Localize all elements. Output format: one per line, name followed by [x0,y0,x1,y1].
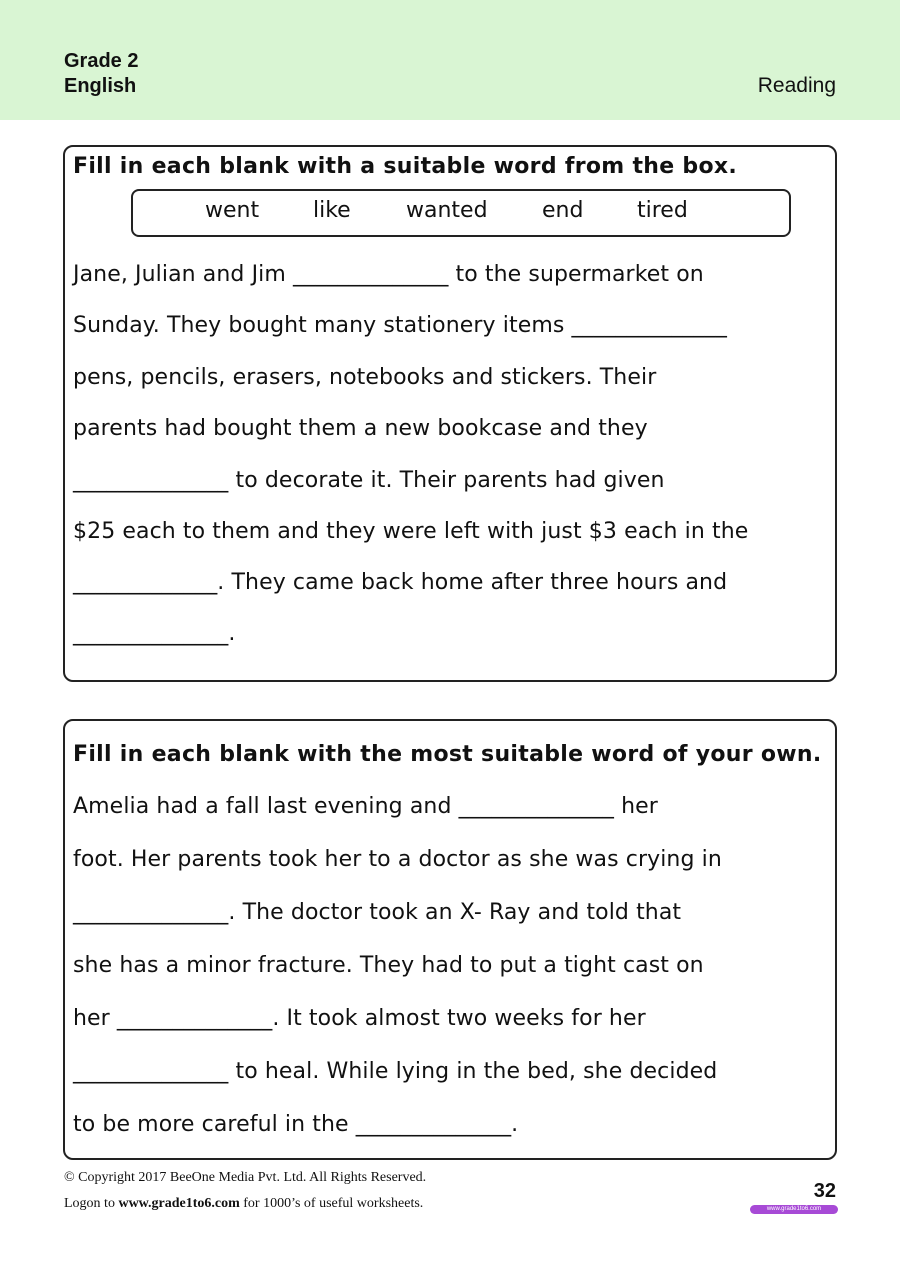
subject-label: English [64,75,137,97]
passage-line: she has a minor fracture. They had to put a tight cast on [73,953,704,978]
passage-line: ______________. [73,621,236,646]
passage-line: Sunday. They bought many stationery items ______________ [73,313,727,338]
website-link[interactable]: www.grade1to6.com [118,1196,240,1211]
passage-line: _____________. They came back home after three hours and [73,570,728,595]
passage-line: foot. Her parents took her to a doctor as she was crying in [73,847,722,872]
exercise-2-instruction: Fill in each blank with the most suitable word of your own. [73,742,822,767]
word-box-item: tired [637,198,688,223]
word-box-item: went [205,198,260,223]
passage-line: $25 each to them and they were left with just $3 each in the [73,519,749,544]
word-box-item: end [542,198,584,223]
word-box-item: like [313,198,351,223]
logon-suffix: for 1000’s of useful worksheets. [239,1196,424,1211]
grade-label: Grade 2 [64,50,139,72]
passage-line: Amelia had a fall last evening and ______________ her [73,794,658,819]
copyright-notice: © Copyright 2017 BeeOne Media Pvt. Ltd. All Rights Reserved. [64,1170,427,1185]
word-box [131,189,791,237]
section-label: Reading [757,74,836,97]
word-box-item: wanted [406,198,488,223]
logon-prefix: Logon to [64,1196,119,1211]
website-notice [64,1196,423,1212]
passage-line: ______________ to heal. While lying in the bed, she decided [73,1059,718,1084]
exercise-1-panel [63,145,837,682]
passage-line: parents had bought them a new bookcase and they [73,416,648,441]
site-badge: www.grade1to6.com [750,1205,838,1214]
passage-line: to be more careful in the ______________. [73,1112,519,1137]
page-number: 32 [813,1180,836,1202]
passage-line: pens, pencils, erasers, notebooks and stickers. Their [73,365,657,390]
passage-line: her ______________. It took almost two weeks for her [73,1006,646,1031]
exercise-2-panel [63,719,837,1160]
passage-line: ______________. The doctor took an X- Ray and told that [73,900,682,925]
passage-line: Jane, Julian and Jim ______________ to the supermarket on [73,262,704,287]
exercise-1-instruction: Fill in each blank with a suitable word from the box. [73,154,738,179]
passage-line: ______________ to decorate it. Their parents had given [73,468,665,493]
page-header [0,0,900,120]
